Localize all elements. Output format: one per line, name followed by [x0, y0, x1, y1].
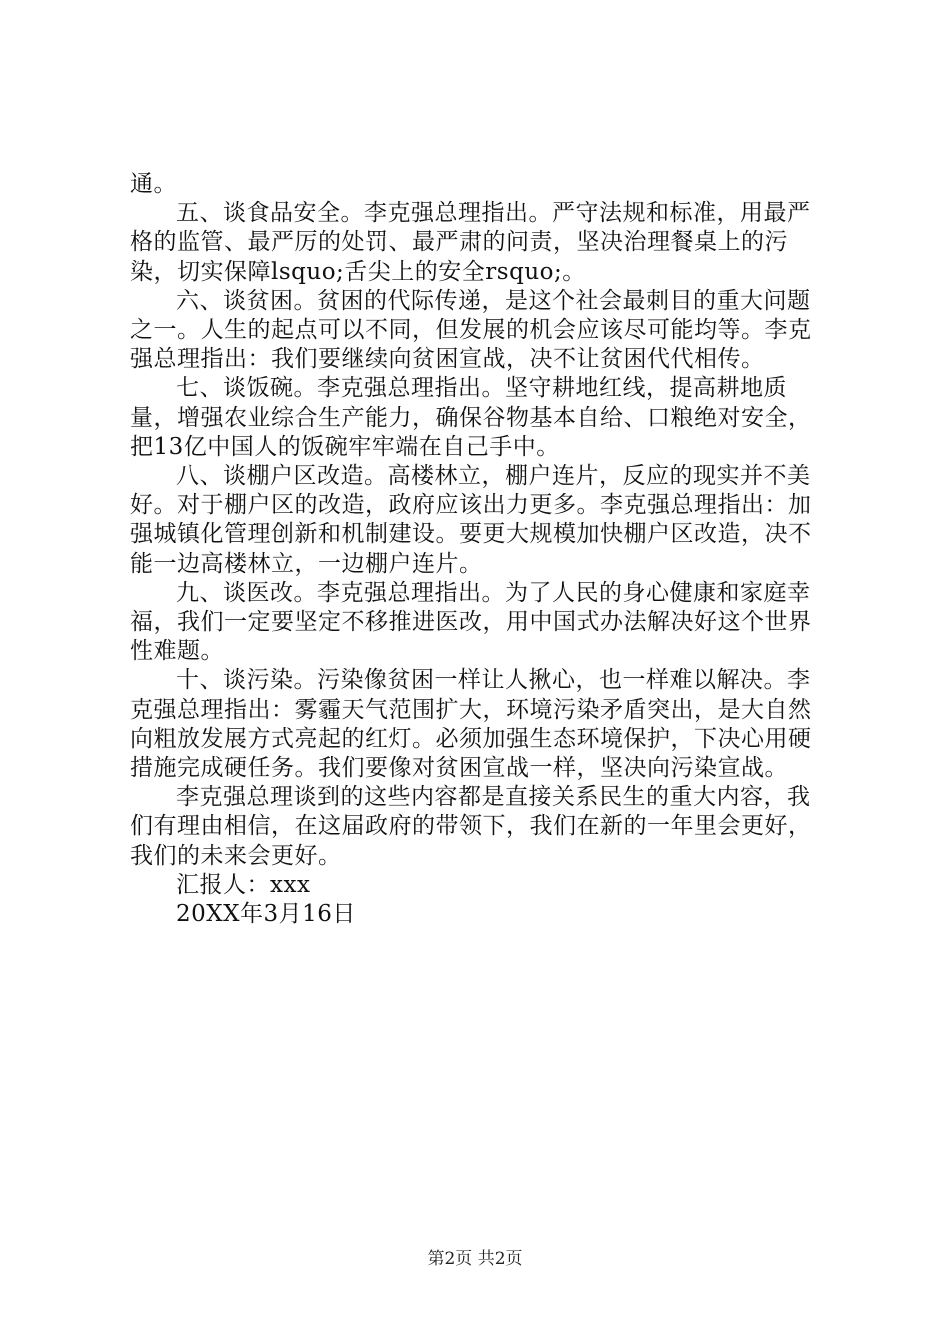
paragraph-food-bowl: 七、谈饭碗。李克强总理指出。坚守耕地红线，提高耕地质量，增强农业综合生产能力，确保谷物基本自给、口粮绝对安全，把13亿中国人的饭碗牢牢端在自己手中。: [130, 375, 812, 460]
paragraph-food-safety: 五、谈食品安全。李克强总理指出。严守法规和标准，用最严格的监管、最严厉的处罚、最严肃的问责，坚决治理餐桌上的污染，切实保障lsquo;舌尖上的安全rsquo;。: [130, 200, 811, 285]
reporter-line: 汇报人：xxx: [176, 871, 311, 898]
paragraph-shantytown: 八、谈棚户区改造。高楼林立，棚户连片，反应的现实并不美好。对于棚户区的改造，政府应该出力更多。李克强总理指出：加强城镇化管理创新和机制建设。要更大规模加快棚户区改造，决不能一边高楼林立，一边棚户连片。: [130, 463, 812, 577]
document-body: [130, 170, 830, 929]
page-footer: 第2页 共2页: [427, 1249, 523, 1269]
paragraph-poverty: 六、谈贫困。贫困的代际传递，是这个社会最刺目的重大问题之一。人生的起点可以不同，但发展的机会应该尽可能均等。李克强总理指出：我们要继续向贫困宣战，决不让贫困代代相传。: [130, 287, 812, 373]
paragraph-medical-reform: 九、谈医改。李克强总理指出。为了人民的身心健康和家庭幸福，我们一定要坚定不移推进医改，用中国式办法解决好这个世界性难题。: [130, 579, 812, 665]
date-line: 20XX年3月16日: [176, 901, 356, 928]
paragraph-continuation: 通。: [130, 171, 177, 197]
paragraph-pollution: 十、谈污染。污染像贫困一样让人揪心，也一样难以解决。李克强总理指出：雾霾天气范围扩大，环境污染矛盾突出，是大自然向粗放发展方式亮起的红灯。必须加强生态环境保护，下决心用硬措施完成硬任务。我们要像对贫困宣战一样，坚决向污染宣战。: [130, 667, 812, 782]
paragraph-conclusion: 李克强总理谈到的这些内容都是直接关系民生的重大内容，我们有理由相信，在这届政府的带领下，我们在新的一年里会更好，我们的未来会更好。: [130, 784, 812, 869]
